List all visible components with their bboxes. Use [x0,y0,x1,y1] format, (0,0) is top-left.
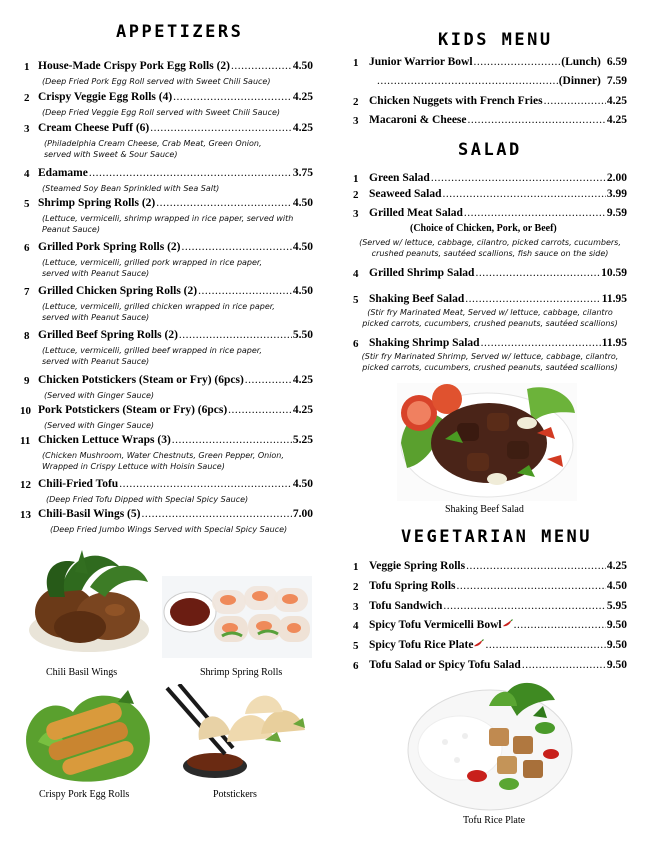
item-price: 4.25 [606,560,627,572]
item-description: served with Sweet & Sour Sauce) [44,150,178,159]
item-price: 11.95 [601,337,627,349]
item-name: Chili-Fried Tofu [38,478,119,490]
dot-leader [231,60,292,72]
item-price: 2.00 [606,172,627,184]
salad-item [369,337,627,349]
item-name: Cream Cheese Puff (6) [38,122,150,134]
dot-leader [544,95,606,107]
salad-item [369,207,627,219]
appetizer-item [38,197,313,209]
appetizer-item [38,91,313,103]
vegetarian-item [369,639,627,651]
item-description: picked carrots, cucumbers, crushed peanuts, sautéed scallions) [362,363,618,372]
item-name: Edamame [38,167,88,179]
dot-leader [475,267,600,279]
item-name: Green Salad [369,172,430,184]
item-number: 7 [24,286,30,298]
vegetarian-item [369,600,627,612]
item-name: Tofu Spring Rolls [369,580,456,592]
item-price: 5.50 [292,329,313,341]
vegetarian-item [369,580,627,592]
tofu-rice-plate-caption: Tofu Rice Plate [463,815,526,826]
crispy-pork-egg-rolls-photo [18,682,158,786]
item-number: 13 [20,509,31,521]
item-price: 9.59 [606,207,627,219]
item-number: 1 [353,173,359,185]
item-description: (Philadelphia Cream Cheese, Crab Meat, Green Onion, [44,139,262,148]
salad-item [369,293,627,305]
item-description: (Steamed Soy Bean Sprinkled with Sea Salt) [42,184,220,193]
item-price: 4.50 [292,241,313,253]
item-description: (Deep Fried Pork Egg Roll served with Sweet Chili Sauce) [42,77,271,86]
appetizers-heading: APPETIZERS [116,22,244,42]
item-description: crushed peanuts, sautéed scallions, fish sauce on the side) [371,249,609,258]
vegetarian-item [369,560,627,572]
item-name: Grilled Meat Salad [369,207,463,219]
appetizer-item [38,374,313,386]
item-price: 4.25 [606,95,627,107]
item-number: 2 [353,581,359,593]
item-number: 3 [24,123,30,135]
item-price: 9.50 [606,659,627,671]
item-number: 1 [353,561,359,573]
item-number: 4 [24,168,30,180]
item-number: 2 [353,96,359,108]
item-number: 2 [24,92,30,104]
dot-leader [465,293,601,305]
tofu-rice-plate-photo [405,676,575,812]
item-price: 4.50 [292,60,313,72]
item-number: 12 [20,479,31,491]
item-name: Spicy Tofu Rice Plate [369,639,474,651]
item-number: 3 [353,115,359,127]
item-number: 9 [24,375,30,387]
item-price: 6.59 [606,56,627,68]
dot-leader [228,404,292,416]
appetizer-item [38,60,313,72]
item-description: picked carrots, cucumbers, crushed peanuts, sautéed scallions) [362,319,618,328]
item-price: 4.50 [292,197,313,209]
dot-leader [89,167,292,179]
item-description: (Lettuce, vermicelli, grilled beef wrapped in rice paper, [42,346,262,355]
item-name: Chicken Potstickers (Steam or Fry) (6pcs) [38,374,244,386]
dot-leader [141,508,291,520]
shrimp-spring-rolls-caption: Shrimp Spring Rolls [200,667,283,678]
chili-pepper-icon [473,639,484,648]
kids-menu-heading: KIDS MENU [438,30,553,50]
chili-basil-wings-caption: Chili Basil Wings [46,667,118,678]
item-price: 4.50 [292,478,313,490]
item-description: (Deep Fried Tofu Dipped with Special Spicy Sauce) [46,495,249,504]
item-number: 3 [353,208,359,220]
item-name: Grilled Pork Spring Rolls (2) [38,241,181,253]
item-price: 9.50 [606,619,627,631]
item-number: 5 [24,198,30,210]
item-description: (Served with Ginger Sauce) [44,421,155,430]
kids-item [369,114,627,126]
salad-item [369,172,627,184]
dot-leader [474,56,561,68]
item-name: Seaweed Salad [369,188,442,200]
item-number: 8 [24,330,30,342]
item-description: (Served with Ginger Sauce) [44,391,155,400]
item-price: 3.75 [292,167,313,179]
salad-item [369,267,627,279]
dot-leader [481,337,601,349]
item-description: served with Peanut Sauce) [42,269,150,278]
appetizer-item [38,122,313,134]
item-name: Grilled Shrimp Salad [369,267,475,279]
item-name: Pork Potstickers (Steam or Fry) (6pcs) [38,404,228,416]
chili-pepper-icon [502,619,513,628]
potstickers-caption: Potstickers [213,789,257,800]
item-price: 10.59 [601,267,627,279]
item-description: Wrapped in Crispy Lettuce with Hoisin Sauce) [42,462,225,471]
item-name: Crispy Veggie Egg Rolls (4) [38,91,173,103]
kids-item [369,95,627,107]
appetizer-item [38,241,313,253]
kids-dinner-row [376,75,627,87]
item-number: 3 [353,601,359,613]
appetizer-item [38,434,313,446]
item-description: (Deep Fried Veggie Egg Roll served with Sweet Chili Sauce) [42,108,281,117]
item-description: (Served w/ lettuce, cabbage, cilantro, picked carrots, cucumbers, [359,238,621,247]
item-number: 5 [353,294,359,306]
item-price: 4.50 [292,285,313,297]
vegetarian-item [369,659,627,671]
item-price: 5.95 [606,600,627,612]
item-name: Shaking Beef Salad [369,293,465,305]
dot-leader [443,600,605,612]
dot-leader [150,122,292,134]
item-price: 11.95 [601,293,627,305]
appetizer-item [38,404,313,416]
salad-heading: SALAD [458,140,522,160]
item-description: (Lettuce, vermicelli, shrimp wrapped in rice paper, served with [42,214,294,223]
item-price: 4.50 [606,580,627,592]
item-name: Macaroni & Cheese [369,114,467,126]
dot-leader [198,285,292,297]
item-price: 3.99 [606,188,627,200]
item-name: Veggie Spring Rolls [369,560,466,572]
dot-leader [119,478,292,490]
shaking-beef-salad-photo [397,383,577,501]
item-name: House-Made Crispy Pork Egg Rolls (2) [38,60,230,72]
item-description: (Lettuce, vermicelli, grilled pork wrapped in rice paper, [42,258,263,267]
crispy-pork-egg-rolls-caption: Crispy Pork Egg Rolls [39,789,130,800]
vegetarian-item [369,619,627,631]
item-price: 4.25 [606,114,627,126]
item-name: Chili-Basil Wings (5) [38,508,141,520]
item-name: Grilled Chicken Spring Rolls (2) [38,285,198,297]
shrimp-spring-rolls-photo [162,576,312,658]
item-name: Shaking Shrimp Salad [369,337,480,349]
item-price: 4.25 [292,122,313,134]
item-name: Chicken Lettuce Wraps (3) [38,434,171,446]
dot-leader [466,560,606,572]
item-name: Tofu Salad or Spicy Tofu Salad [369,659,521,671]
item-price: 4.25 [292,374,313,386]
item-price: 5.25 [292,434,313,446]
item-price: 4.25 [292,404,313,416]
vegetarian-menu-heading: VEGETARIAN MENU [401,527,593,547]
chili-basil-wings-photo [20,542,158,662]
item-number: 6 [353,660,359,672]
dinner-label: (Dinner) [558,75,601,87]
dot-leader [522,659,606,671]
dot-leader [468,114,606,126]
dot-leader [377,75,558,87]
item-name: Tofu Sandwich [369,600,443,612]
item-description: (Deep Fried Jumbo Wings Served with Special Spicy Sauce) [50,525,288,534]
appetizer-item [38,329,313,341]
dot-leader [156,197,292,209]
dot-leader [514,619,606,631]
shaking-beef-salad-caption: Shaking Beef Salad [445,504,524,515]
item-number: 4 [353,620,359,632]
item-number: 10 [20,405,31,417]
item-price: 7.00 [292,508,313,520]
item-number: 6 [24,242,30,254]
dot-leader [443,188,606,200]
dot-leader [431,172,606,184]
appetizer-item [38,478,313,490]
item-number: 4 [353,268,359,280]
item-name: Chicken Nuggets with French Fries [369,95,543,107]
dot-leader [485,639,605,651]
item-description: (Lettuce, vermicelli, grilled chicken wrapped in rice paper, [42,302,275,311]
dot-leader [181,241,291,253]
item-name: Spicy Tofu Vermicelli Bowl [369,619,502,631]
item-number: 11 [20,435,31,447]
salad-item [369,188,627,200]
item-description: Peanut Sauce) [42,225,100,234]
item-description: (Chicken Mushroom, Water Chestnuts, Green Pepper, Onion, [42,451,284,460]
item-description: (Stir fry Marinated Shrimp, Served w/ lettuce, cabbage, cilantro, [361,352,619,361]
appetizer-item [38,167,313,179]
dot-leader [179,329,292,341]
item-price: 9.50 [606,639,627,651]
meat-choice-note: (Choice of Chicken, Pork, or Beef) [410,223,557,234]
potstickers-photo [165,684,310,784]
dot-leader [245,374,292,386]
item-number: 5 [353,640,359,652]
dot-leader [464,207,606,219]
item-number: 6 [353,338,359,350]
lunch-label: (Lunch) [561,56,601,68]
item-price: 7.59 [606,75,627,87]
kids-item [369,56,627,68]
item-description: served with Peanut Sauce) [42,313,150,322]
dot-leader [457,580,606,592]
appetizer-item [38,508,313,520]
dot-leader [173,91,292,103]
item-price: 4.25 [292,91,313,103]
item-number: 1 [353,57,359,69]
item-name: Shrimp Spring Rolls (2) [38,197,156,209]
dot-leader [172,434,292,446]
item-number: 1 [24,61,30,73]
item-number: 2 [353,189,359,201]
item-name: Junior Warrior Bowl [369,56,473,68]
item-description: (Stir fry Marinated Meat, Served w/ lettuce, cabbage, cilantro [367,308,613,317]
item-name: Grilled Beef Spring Rolls (2) [38,329,178,341]
item-description: served with Peanut Sauce) [42,357,150,366]
appetizer-item [38,285,313,297]
